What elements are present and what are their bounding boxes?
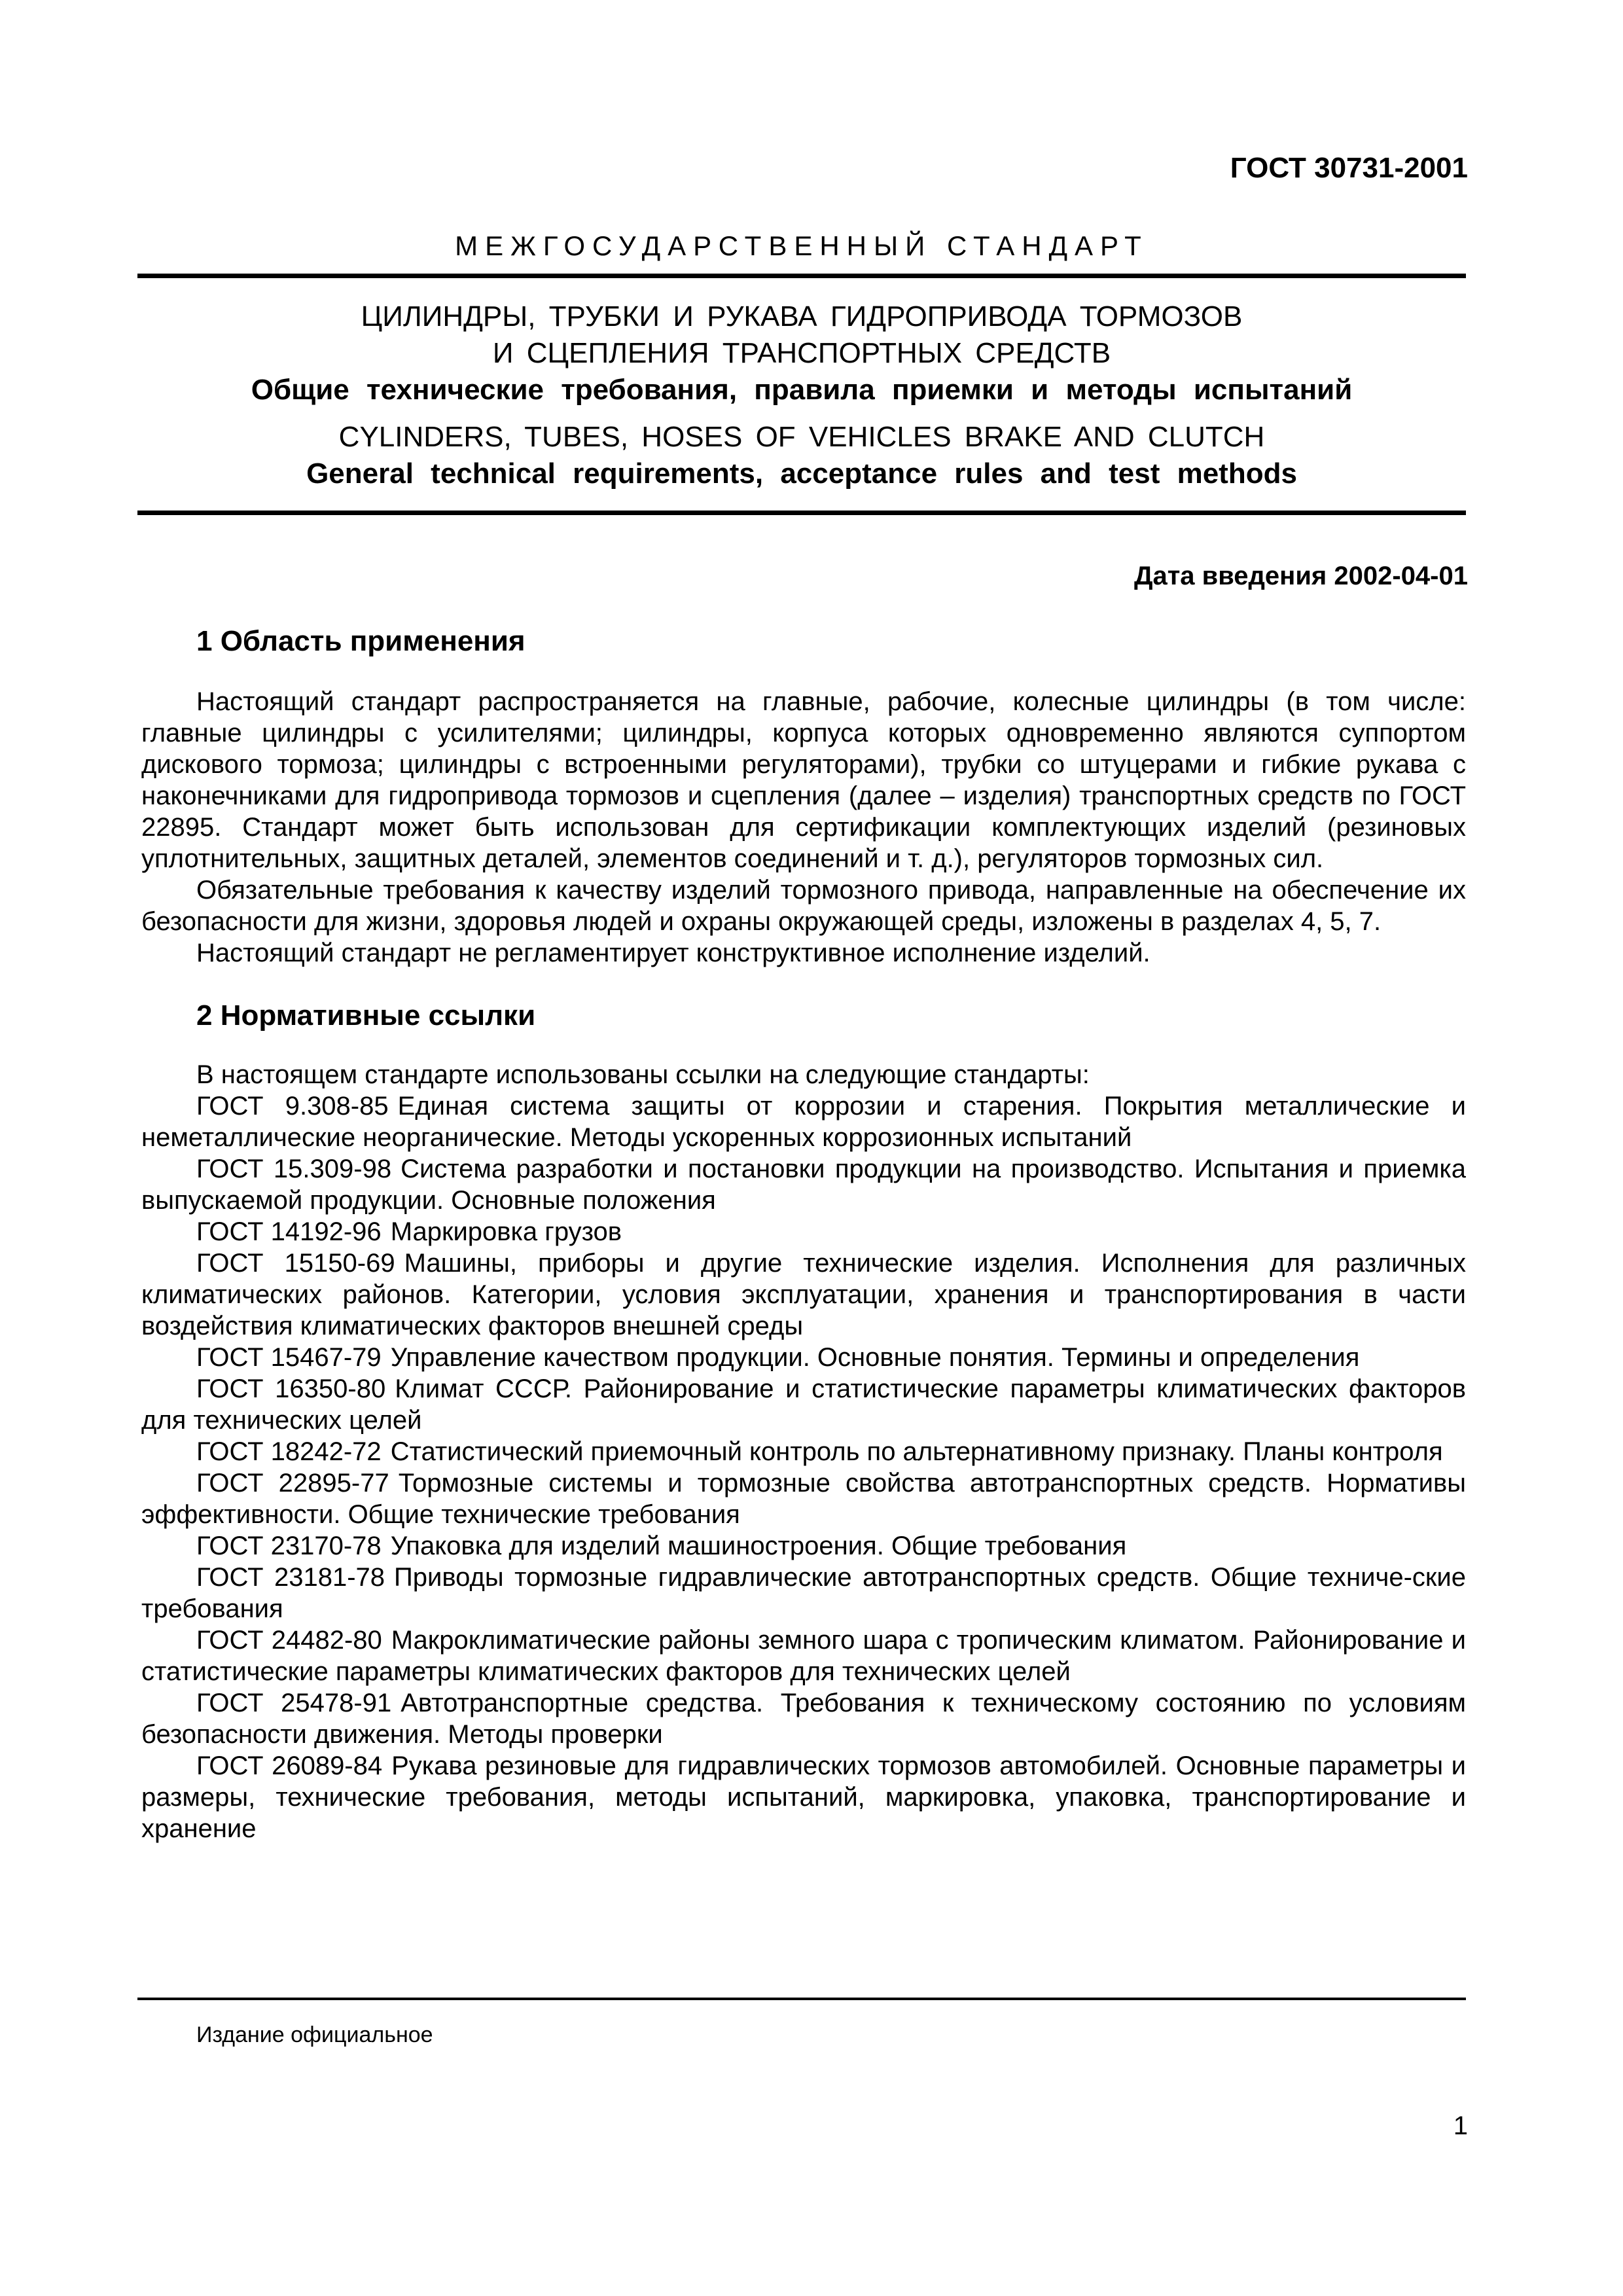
reference-item [141,1467,1466,1530]
reference-code: ГОСТ 18242-72 [196,1437,382,1466]
reference-code: ГОСТ 22895-77 [196,1469,389,1498]
reference-item [141,1530,1466,1562]
paragraph: Настоящий стандарт не регламентирует конструктивное исполнение изделий. [196,939,1150,967]
footer-divider [137,1998,1466,2000]
reference-title: Статистический приемочный контроль по альтернативному признаку. Планы контроля [390,1437,1443,1466]
title-english [137,419,1466,492]
reference-code: ГОСТ 23170-78 [196,1532,382,1560]
reference-code: ГОСТ 23181-78 [196,1563,385,1592]
reference-code: ГОСТ 24482-80 [196,1626,382,1655]
reference-title: Рукава резиновые для гидравлических тормозов автомобилей. Основные параметры и размеры, технические требования, методы испытаний, маркировка, упаковка, транспортирование и хранение [141,1751,1466,1843]
section-2-body [141,1059,1466,1844]
reference-title: Система разработки и постановки продукции на производство. Испытания и приемка выпускаемой продукции. Основные положения [141,1155,1467,1215]
reference-item [141,1750,1466,1844]
section-1-heading: 1 Область применения [196,625,526,657]
paragraph: Настоящий стандарт распространяется на главные, рабочие, колесные цилиндры (в том числе: главные цилиндры с усилителями; цилиндры, корпуса которых одновременно являются суппортом дискового тормоза; цилиндры с встроенными регуляторами), трубки со штуцерами и гибкие рукава с наконечниками для гидропривода тормозов и сцепления (далее – изделия) транспортных средств по ГОСТ 22895. Стандарт может быть использован для сертификации комплектующих изделий (резиновых уплотнительных, защитных деталей, элементов соединений и т. д.), регуляторов тормозных сил. [141,687,1466,873]
reference-item [141,1436,1466,1467]
title-en-line-1: CYLINDERS, TUBES, HOSES OF VEHICLES BRAKE AND CLUTCH [338,421,1265,453]
references-intro: В настоящем стандарте использованы ссылки на следующие стандарты: [196,1060,1090,1089]
section-1-body [141,686,1466,969]
title-en-subtitle: General technical requirements, acceptance rules and test methods [306,457,1297,490]
reference-title: Макроклиматические районы земного шара с тропическим климатом. Районирование и статистические параметры климатических факторов для технических целей [141,1626,1466,1686]
reference-title: Тормозные системы и тормозные свойства автотранспортных средств. Нормативы эффективности. Общие технические требования [141,1469,1467,1529]
reference-code: ГОСТ 9.308-85 [196,1092,389,1121]
title-ru-line-2: И СЦЕПЛЕНИЯ ТРАНСПОРТНЫХ СРЕДСТВ [492,337,1111,369]
reference-item [141,1247,1466,1342]
title-divider [137,511,1466,515]
page-number: 1 [1453,2111,1468,2140]
reference-title: Приводы тормозные гидравлические автотранспортных средств. Общие техниче-ские требования [141,1563,1466,1623]
reference-code: ГОСТ 26089-84 [196,1751,383,1780]
section-2-heading: 2 Нормативные ссылки [196,999,536,1031]
reference-item [141,1624,1466,1687]
reference-item [141,1342,1466,1373]
reference-code: ГОСТ 25478-91 [196,1689,392,1717]
reference-title: Упаковка для изделий машиностроения. Общие требования [390,1532,1127,1560]
reference-code: ГОСТ 15467-79 [196,1343,382,1372]
reference-title: Маркировка грузов [390,1217,622,1246]
reference-title: Автотранспортные средства. Требования к техническому состоянию по условиям безопасности движения. Методы проверки [141,1689,1466,1749]
title-russian [137,298,1466,408]
reference-item [141,1562,1466,1624]
title-ru-line-1: ЦИЛИНДРЫ, ТРУБКИ И РУКАВА ГИДРОПРИВОДА ТОРМОЗОВ [361,300,1243,332]
reference-code: ГОСТ 15.309-98 [196,1155,392,1183]
reference-code: ГОСТ 15150-69 [196,1249,395,1278]
standard-code: ГОСТ 30731-2001 [1230,152,1468,184]
reference-code: ГОСТ 14192-96 [196,1217,382,1246]
reference-item [141,1373,1466,1436]
edition-note: Издание официальное [196,2022,433,2047]
reference-item [141,1216,1466,1247]
reference-item [141,1090,1466,1153]
reference-code: ГОСТ 16350-80 [196,1374,386,1403]
paragraph: Обязательные требования к качеству изделий тормозного привода, направленные на обеспечение их безопасности для жизни, здоровья людей и охраны окружающей среды, изложены в разделах 4, 5, 7. [141,876,1466,936]
introduction-date: Дата введения 2002-04-01 [1133,562,1468,590]
title-ru-subtitle: Общие технические требования, правила приемки и методы испытаний [251,374,1353,406]
reference-title: Единая система защиты от коррозии и старения. Покрытия металлические и неметаллические неорганические. Методы ускоренных коррозионных испытаний [141,1092,1467,1152]
top-divider [137,274,1466,278]
reference-title: Управление качеством продукции. Основные понятия. Термины и определения [390,1343,1360,1372]
reference-item [141,1687,1466,1750]
reference-title: Машины, приборы и другие технические изделия. Исполнения для различных климатических районов. Категории, условия эксплуатации, хранения и транспортирования в части воздействия климатических факторов внешней среды [141,1249,1466,1340]
reference-item [141,1153,1466,1216]
reference-title: Климат СССР. Районирование и статистические параметры климатических факторов для технических целей [141,1374,1466,1435]
interstate-standard-label: МЕЖГОСУДАРСТВЕННЫЙ СТАНДАРТ [455,230,1149,261]
